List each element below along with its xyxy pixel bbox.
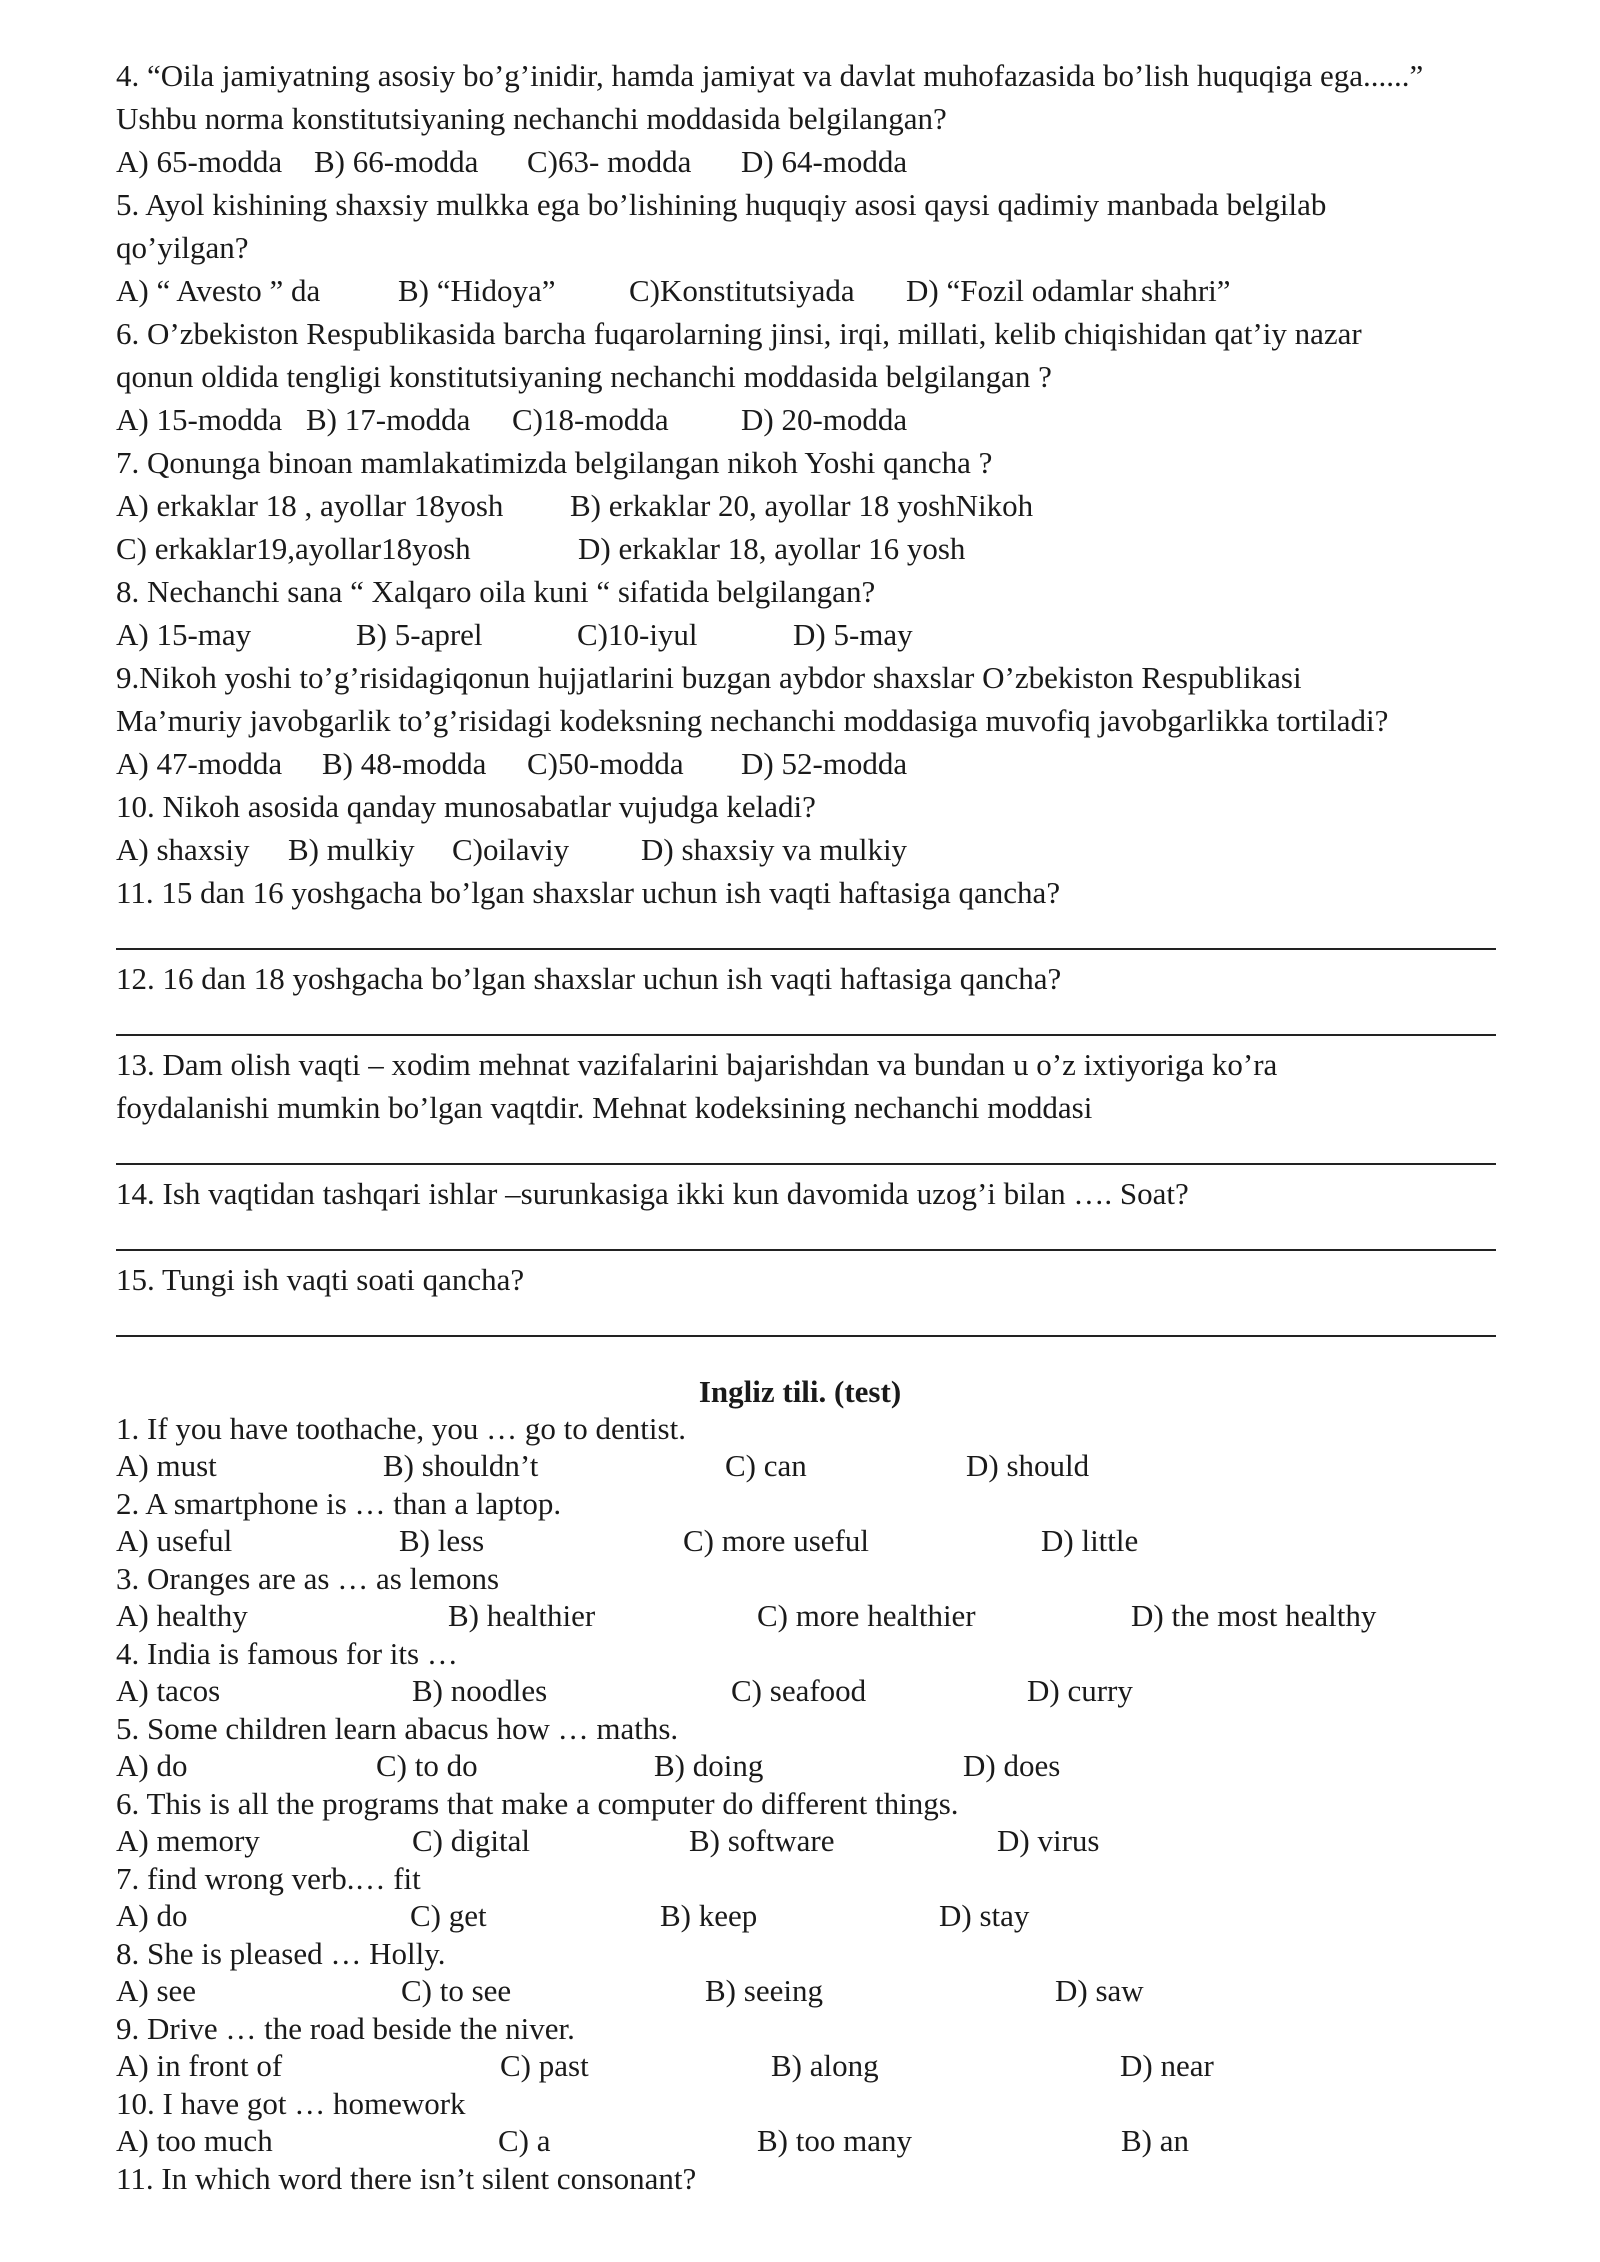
question-4-line-2: Ushbu norma konstitutsiyaning nechanchi moddasida belgilangan? xyxy=(116,101,947,136)
e10-option-c: C) a xyxy=(498,2123,551,2158)
question-12: 12. 16 dan 18 yoshgacha bo’lgan shaxslar uchun ish vaqti haftasiga qancha? xyxy=(116,961,1062,996)
q10-option-c: C)oilaviy xyxy=(452,832,570,867)
e3-option-b: B) healthier xyxy=(448,1598,596,1633)
e2-option-a: A) useful xyxy=(116,1523,233,1558)
q9-option-a: A) 47-modda xyxy=(116,746,283,781)
q8-option-c: C)10-iyul xyxy=(577,617,698,652)
answer-line-13 xyxy=(116,1163,1496,1165)
e5-option-b: B) doing xyxy=(654,1748,764,1783)
e6-option-d: D) virus xyxy=(997,1823,1100,1858)
english-question-1: 1. If you have toothache, you … go to dentist. xyxy=(116,1411,686,1446)
question-6-line-2: qonun oldida tengligi konstitutsiyaning nechanchi moddasida belgilangan ? xyxy=(116,359,1052,394)
e10-option-a: A) too much xyxy=(116,2123,273,2158)
e9-option-a: A) in front of xyxy=(116,2048,283,2083)
question-14: 14. Ish vaqtidan tashqari ishlar –surunkasiga ikki kun davomida uzog’i bilan …. Soat? xyxy=(116,1176,1189,1211)
e2-option-d: D) little xyxy=(1041,1523,1139,1558)
q5-option-a: A) “ Avesto ” da xyxy=(116,273,321,308)
section-heading-english: Ingliz tili. (test) xyxy=(698,1374,902,1409)
answer-line-14 xyxy=(116,1249,1496,1251)
q10-option-b: B) mulkiy xyxy=(288,832,415,867)
q6-option-b: B) 17-modda xyxy=(306,402,471,437)
e3-option-d: D) the most healthy xyxy=(1131,1598,1377,1633)
e3-option-c: C) more healthier xyxy=(757,1598,976,1633)
e6-option-c: C) digital xyxy=(412,1823,530,1858)
q6-option-a: A) 15-modda xyxy=(116,402,283,437)
e8-option-b: B) seeing xyxy=(705,1973,823,2008)
question-15: 15. Tungi ish vaqti soati qancha? xyxy=(116,1262,525,1297)
e1-option-d: D) should xyxy=(966,1448,1090,1483)
q7-option-d: D) erkaklar 18, ayollar 16 yosh xyxy=(578,531,966,566)
e1-option-b: B) shouldn’t xyxy=(383,1448,539,1483)
e1-option-a: A) must xyxy=(116,1448,217,1483)
e6-option-b: B) software xyxy=(689,1823,835,1858)
e5-option-a: A) do xyxy=(116,1748,188,1783)
q9-option-b: B) 48-modda xyxy=(322,746,487,781)
e7-option-c: C) get xyxy=(410,1898,487,1933)
question-6-line-1: 6. O’zbekiston Respublikasida barcha fuqarolarning jinsi, irqi, millati, kelib chiqishidan qat’iy nazar xyxy=(116,316,1362,351)
e4-option-a: A) tacos xyxy=(116,1673,221,1708)
english-question-9: 9. Drive … the road beside the niver. xyxy=(116,2011,575,2046)
question-4-line-1: 4. “Oila jamiyatning asosiy bo’g’inidir, hamda jamiyat va davlat muhofazasida bo’lish huquqiga ega......” xyxy=(116,58,1424,93)
question-5-line-2: qo’yilgan? xyxy=(116,230,249,265)
q6-option-d: D) 20-modda xyxy=(741,402,908,437)
question-13-line-1: 13. Dam olish vaqti – xodim mehnat vazifalarini bajarishdan va bundan u o’z ixtiyoriga ko’ra xyxy=(116,1047,1278,1082)
e6-option-a: A) memory xyxy=(116,1823,260,1858)
e2-option-c: C) more useful xyxy=(683,1523,869,1558)
question-7: 7. Qonunga binoan mamlakatimizda belgilangan nikoh Yoshi qancha ? xyxy=(116,445,993,480)
q5-option-c: C)Konstitutsiyada xyxy=(629,273,855,308)
e9-option-c: C) past xyxy=(500,2048,589,2083)
english-question-7: 7. find wrong verb.… fit xyxy=(116,1861,421,1896)
english-question-4: 4. India is famous for its … xyxy=(116,1636,458,1671)
question-9-line-1: 9.Nikoh yoshi to’g’risidagiqonun hujjatlarini buzgan aybdor shaxslar O’zbekiston Respublikasi xyxy=(116,660,1302,695)
english-question-11: 11. In which word there isn’t silent consonant? xyxy=(116,2161,697,2196)
answer-line-15 xyxy=(116,1335,1496,1337)
english-question-5: 5. Some children learn abacus how … maths. xyxy=(116,1711,679,1746)
answer-line-12 xyxy=(116,1034,1496,1036)
e7-option-b: B) keep xyxy=(660,1898,758,1933)
q4-option-d: D) 64-modda xyxy=(741,144,908,179)
q4-option-c: C)63- modda xyxy=(527,144,692,179)
q7-option-b: B) erkaklar 20, ayollar 18 yoshNikoh xyxy=(570,488,1034,523)
e7-option-d: D) stay xyxy=(939,1898,1030,1933)
q10-option-a: A) shaxsiy xyxy=(116,832,250,867)
e4-option-d: D) curry xyxy=(1027,1673,1133,1708)
e8-option-d: D) saw xyxy=(1055,1973,1144,2008)
e4-option-c: C) seafood xyxy=(731,1673,867,1708)
q7-option-c: C) erkaklar19,ayollar18yosh xyxy=(116,531,471,566)
question-10: 10. Nikoh asosida qanday munosabatlar vujudga keladi? xyxy=(116,789,816,824)
q4-option-b: B) 66-modda xyxy=(314,144,479,179)
q5-option-b: B) “Hidoya” xyxy=(398,273,556,308)
english-question-3: 3. Oranges are as … as lemons xyxy=(116,1561,500,1596)
answer-line-11 xyxy=(116,948,1496,950)
q4-option-a: A) 65-modda xyxy=(116,144,283,179)
e7-option-a: A) do xyxy=(116,1898,188,1933)
e2-option-b: B) less xyxy=(399,1523,485,1558)
e3-option-a: A) healthy xyxy=(116,1598,248,1633)
q8-option-a: A) 15-may xyxy=(116,617,252,652)
question-8: 8. Nechanchi sana “ Xalqaro oila kuni “ sifatida belgilangan? xyxy=(116,574,876,609)
q6-option-c: C)18-modda xyxy=(512,402,669,437)
q10-option-d: D) shaxsiy va mulkiy xyxy=(641,832,908,867)
english-question-6: 6. This is all the programs that make a computer do different things. xyxy=(116,1786,959,1821)
e9-option-d: D) near xyxy=(1120,2048,1214,2083)
question-11: 11. 15 dan 16 yoshgacha bo’lgan shaxslar uchun ish vaqti haftasiga qancha? xyxy=(116,875,1061,910)
e5-option-c: C) to do xyxy=(376,1748,478,1783)
e4-option-b: B) noodles xyxy=(412,1673,548,1708)
q8-option-d: D) 5-may xyxy=(793,617,913,652)
english-question-10: 10. I have got … homework xyxy=(116,2086,466,2121)
q5-option-d: D) “Fozil odamlar shahri” xyxy=(906,273,1231,308)
e9-option-b: B) along xyxy=(771,2048,879,2083)
question-13-line-2: foydalanishi mumkin bo’lgan vaqtdir. Mehnat kodeksining nechanchi moddasi xyxy=(116,1090,1093,1125)
question-9-line-2: Ma’muriy javobgarlik to’g’risidagi kodeksning nechanchi moddasiga muvofiq javobgarlikka tortiladi? xyxy=(116,703,1389,738)
q9-option-c: C)50-modda xyxy=(527,746,684,781)
e8-option-c: C) to see xyxy=(401,1973,512,2008)
e10-option-b2: B) an xyxy=(1121,2123,1190,2158)
english-question-2: 2. A smartphone is … than a laptop. xyxy=(116,1486,562,1521)
question-5-line-1: 5. Ayol kishining shaxsiy mulkka ega bo’lishining huquqiy asosi qaysi qadimiy manbada belgilab xyxy=(116,187,1327,222)
e10-option-b: B) too many xyxy=(757,2123,912,2158)
e8-option-a: A) see xyxy=(116,1973,197,2008)
q9-option-d: D) 52-modda xyxy=(741,746,908,781)
q8-option-b: B) 5-aprel xyxy=(356,617,483,652)
e1-option-c: C) can xyxy=(725,1448,807,1483)
english-question-8: 8. She is pleased … Holly. xyxy=(116,1936,446,1971)
q7-option-a: A) erkaklar 18 , ayollar 18yosh xyxy=(116,488,504,523)
e5-option-d: D) does xyxy=(963,1748,1061,1783)
